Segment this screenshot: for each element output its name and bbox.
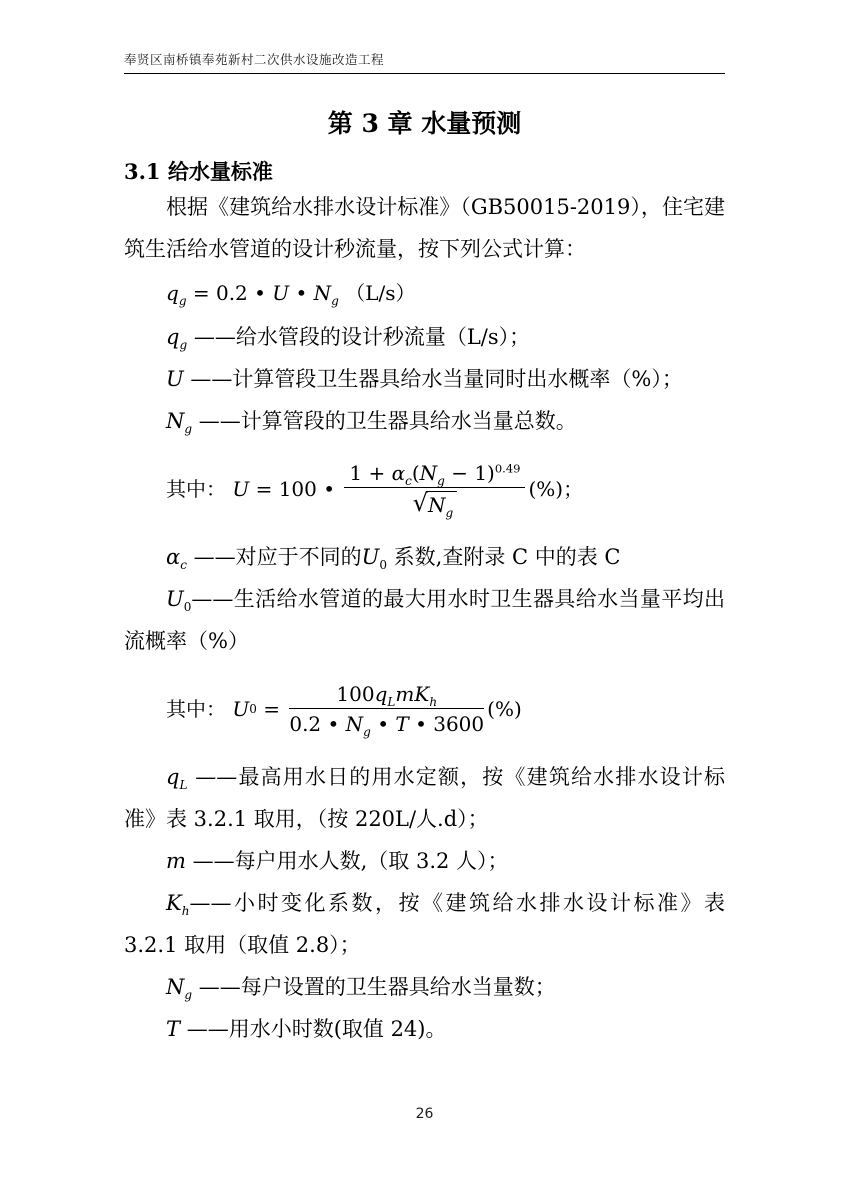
math-var: U [361,545,380,569]
unit-label: （L/s） [345,281,416,305]
math-var: N [345,712,364,736]
definition-text: 系数,查附录 C 中的表 C [393,545,621,569]
definition-line [124,840,725,882]
formula-prefix: 其中： [166,477,226,501]
definition-text: ——每户用水人数,（取 3.2 人）； [192,849,509,873]
math-text: ( [411,461,420,485]
math-var: α [166,545,181,569]
math-var: U [166,587,184,611]
math-sub: g [179,338,188,353]
math-sub: L [387,695,396,709]
math-var: N [427,493,446,517]
definition-line [124,882,725,966]
math-sub: g [445,506,454,520]
fraction-denominator [344,488,525,520]
math-var: N [419,461,438,485]
formula-u0: 其中： U 0 = $\frac{100q_LmK_h}{0.2 • N_g • T • 3600}$ (%) [166,682,522,739]
math-sub: h [181,904,190,919]
chapter-title: 第 3 章 水量预测 [327,109,522,138]
definition-line [124,578,725,662]
sqrt-symbol: √ [412,489,428,517]
math-var: N [166,409,185,433]
definition-line [124,536,725,578]
definition-text: ——计算管段的卫生器具给水当量总数。 [198,409,577,433]
header-divider [124,73,725,74]
definition-line [124,1008,725,1050]
math-var: α [391,461,406,485]
math-var: q [166,281,179,305]
math-var: U [232,697,250,721]
definition-line [124,358,725,400]
formula-suffix: (%)； [528,477,584,501]
operator-dot: • [289,281,314,305]
math-text: 100 [336,682,375,706]
page-header [124,0,725,74]
section-heading: 3.1 给水量标准 [124,159,273,184]
formula-suffix: (%) [487,697,522,721]
math-var: U [232,477,250,501]
definition-line [124,756,725,840]
math-sub: g [184,422,193,437]
definition-text: ——计算管段卫生器具给水当量同时出水概率（%）； [190,367,683,391]
definition-line [124,966,725,1008]
definition-line [124,400,725,442]
definition-line [124,316,725,358]
math-var: T [395,712,409,736]
definition-text: ——小时变化系数，按《建筑给水排水设计标准》表 3.2.1 取用（取值 2.8）； [124,891,725,957]
definition-text: ——用水小时数(取值 24)。 [186,1017,447,1041]
formula-qg [166,272,725,314]
math-var: U [166,367,184,391]
math-var: q [374,682,388,706]
math-var: U [272,281,290,305]
fraction-numerator [344,461,525,488]
math-text: − 1) [444,461,495,485]
math-sub: L [179,778,188,793]
fraction [344,461,525,520]
definition-text: ——给水管段的设计秒流量（L/s）； [193,325,531,349]
math-var: N [166,975,185,999]
math-var: q [166,325,180,349]
math-text: • 3600 [408,712,485,736]
math-text: • [370,712,396,736]
math-sub: 0 [379,558,387,573]
definition-text: ——对应于不同的 [193,545,362,569]
math-text: = [256,697,287,721]
fraction-numerator [289,682,484,709]
math-text: = 100 • [249,477,342,501]
math-var: T [166,1017,181,1041]
fraction [289,682,485,739]
math-var: K [414,682,430,706]
math-text: 0.2 • [289,712,346,736]
intro-paragraph: 根据《建筑给水排水设计标准》（GB50015-2019），住宅建筑生活给水管道的设计秒流量，按下列公式计算： [124,195,725,261]
definition-text: ——生活给水管道的最大用水时卫生器具给水当量平均出流概率（%） [124,587,725,653]
math-sub: c [180,558,187,573]
math-var: m [166,849,186,873]
exponent: 0.49 [494,461,521,476]
math-sub: 0 [183,600,192,615]
math-var: K [166,891,182,915]
formula-u [166,450,725,528]
math-var: N [313,281,332,305]
math-sub: g [184,988,193,1003]
page-number: 26 [415,1106,434,1122]
fraction-denominator [289,709,485,739]
math-sub: g [331,294,339,308]
header-title: 奉贤区南桥镇奉苑新村二次供水设施改造工程 [124,52,385,67]
math-sub: c [405,474,412,488]
formula-prefix: 其中： [166,697,226,721]
math-var: m [395,682,415,706]
math-sub: g [178,294,187,308]
math-sub: g [437,474,445,488]
page-content [124,0,725,1050]
math-text: = 0.2 • [186,281,273,305]
definition-text: ——最高用水日的用水定额，按《建筑给水排水设计标准》表 3.2.1 取用，（按 220L/人.d）； [124,765,726,831]
math-text: 1 + [349,461,392,485]
math-sub: h [429,695,438,709]
math-sub: g [363,725,371,739]
math-var: q [166,765,180,789]
radicand [426,491,457,520]
definition-text: ——每户设置的卫生器具给水当量数； [198,975,556,999]
